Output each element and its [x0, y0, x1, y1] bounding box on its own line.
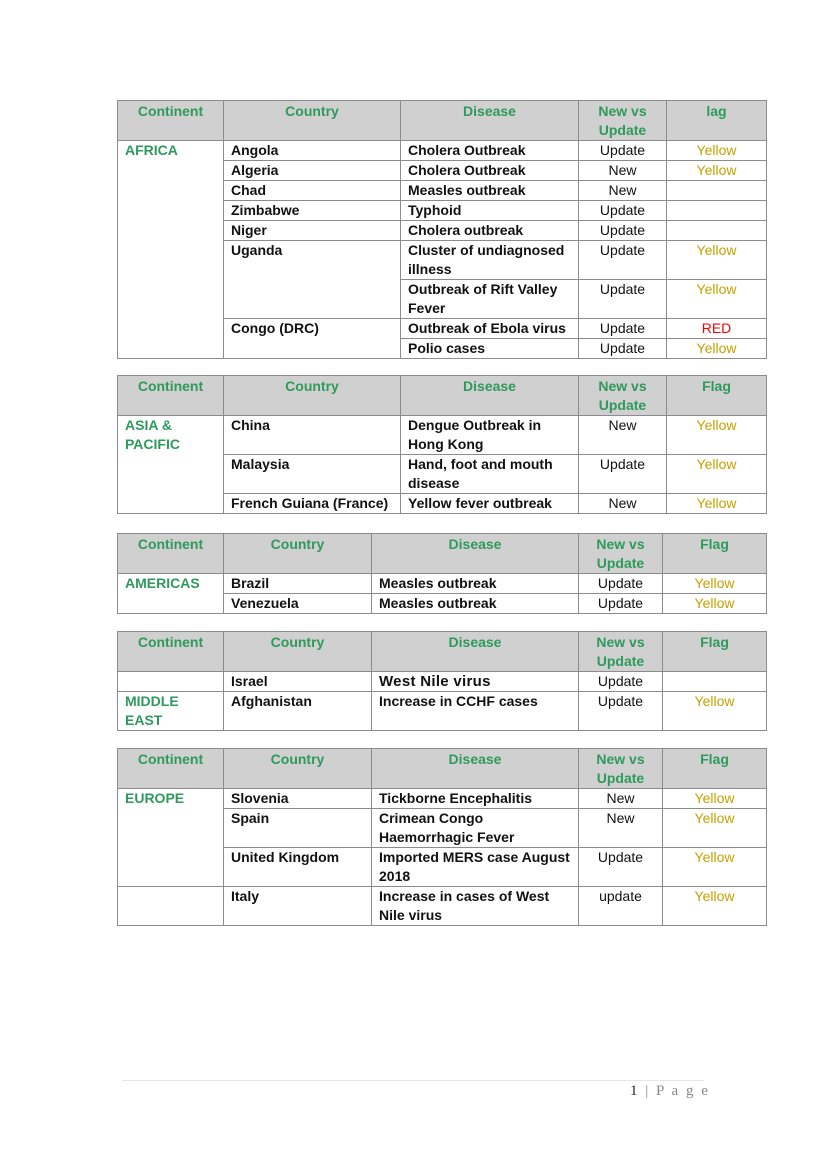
country-cell: Malaysia [224, 455, 401, 494]
header-continent: Continent [118, 101, 224, 141]
flag-cell: RED [667, 319, 767, 339]
continent-cell-empty [118, 672, 224, 692]
header-row [118, 534, 767, 574]
flag-cell [667, 201, 767, 221]
flag-cell [663, 672, 767, 692]
flag-cell: Yellow [667, 280, 767, 319]
status-cell: New [579, 416, 667, 455]
status-cell: Update [579, 848, 663, 887]
country-cell: Algeria [224, 161, 401, 181]
status-cell: update [579, 887, 663, 926]
header-disease: Disease [372, 632, 579, 672]
country-cell: Israel [224, 672, 372, 692]
header-country: Country [224, 376, 401, 416]
flag-cell: Yellow [663, 594, 767, 614]
americas-table [117, 533, 767, 614]
country-cell: Afghanistan [224, 692, 372, 731]
europe-table [117, 748, 767, 926]
header-new-vs-update: New vs Update [579, 101, 667, 141]
disease-cell: Cluster of undiagnosed illness [401, 241, 579, 280]
header-country: Country [224, 534, 372, 574]
table-row [118, 141, 767, 161]
country-cell: Brazil [224, 574, 372, 594]
header-continent: Continent [118, 632, 224, 672]
table-row [118, 574, 767, 594]
header-disease: Disease [401, 376, 579, 416]
disease-cell: Imported MERS case August 2018 [372, 848, 579, 887]
header-new-vs-update: New vs Update [579, 632, 663, 672]
header-disease: Disease [401, 101, 579, 141]
status-cell: New [579, 161, 667, 181]
status-cell: Update [579, 339, 667, 359]
disease-cell: Dengue Outbreak in Hong Kong [401, 416, 579, 455]
page-number: 1 [630, 1083, 640, 1099]
status-cell: Update [579, 672, 663, 692]
header-flag: Flag [663, 534, 767, 574]
disease-cell: Hand, foot and mouth disease [401, 455, 579, 494]
flag-cell: Yellow [667, 455, 767, 494]
status-cell: Update [579, 574, 663, 594]
status-cell: Update [579, 221, 667, 241]
header-flag: Flag [667, 376, 767, 416]
status-cell: New [579, 809, 663, 848]
country-cell: Chad [224, 181, 401, 201]
disease-cell: Tickborne Encephalitis [372, 789, 579, 809]
flag-cell: Yellow [663, 887, 767, 926]
status-cell: Update [579, 455, 667, 494]
country-cell: Slovenia [224, 789, 372, 809]
country-cell: French Guiana (France) [224, 494, 401, 514]
status-cell: Update [579, 141, 667, 161]
asia-pacific-table [117, 375, 767, 514]
disease-cell: Outbreak of Rift Valley Fever [401, 280, 579, 319]
disease-cell: Cholera Outbreak [401, 161, 579, 181]
country-cell: Zimbabwe [224, 201, 401, 221]
header-continent: Continent [118, 376, 224, 416]
header-continent: Continent [118, 749, 224, 789]
header-flag: Flag [663, 749, 767, 789]
continent-cell: AMERICAS [118, 574, 224, 614]
continent-cell: AFRICA [118, 141, 224, 359]
country-cell: Spain [224, 809, 372, 848]
header-country: Country [224, 632, 372, 672]
table-row [118, 692, 767, 731]
header-continent: Continent [118, 534, 224, 574]
disease-cell: Measles outbreak [401, 181, 579, 201]
header-flag: lag [667, 101, 767, 141]
country-cell: Niger [224, 221, 401, 241]
flag-cell: Yellow [663, 574, 767, 594]
disease-cell: West Nile virus [372, 672, 579, 692]
continent-cell: MIDDLE EAST [118, 692, 224, 731]
header-disease: Disease [372, 749, 579, 789]
header-row [118, 101, 767, 141]
flag-cell: Yellow [667, 161, 767, 181]
country-cell: United Kingdom [224, 848, 372, 887]
disease-cell: Cholera outbreak [401, 221, 579, 241]
status-cell: New [579, 494, 667, 514]
continent-cell: ASIA & PACIFIC [118, 416, 224, 514]
header-country: Country [224, 101, 401, 141]
middle-east-table [117, 631, 767, 731]
header-flag: Flag [663, 632, 767, 672]
country-cell: Venezuela [224, 594, 372, 614]
status-cell: New [579, 181, 667, 201]
table-row [118, 416, 767, 455]
header-row [118, 632, 767, 672]
header-country: Country [224, 749, 372, 789]
status-cell: New [579, 789, 663, 809]
status-cell: Update [579, 692, 663, 731]
disease-cell: Increase in cases of West Nile virus [372, 887, 579, 926]
disease-cell: Outbreak of Ebola virus [401, 319, 579, 339]
country-cell: Italy [224, 887, 372, 926]
continent-cell: EUROPE [118, 789, 224, 887]
header-new-vs-update: New vs Update [579, 749, 663, 789]
page-footer [630, 1083, 710, 1100]
status-cell: Update [579, 319, 667, 339]
africa-table [117, 100, 767, 359]
table-row [118, 789, 767, 809]
status-cell: Update [579, 280, 667, 319]
flag-cell: Yellow [663, 809, 767, 848]
status-cell: Update [579, 241, 667, 280]
header-disease: Disease [372, 534, 579, 574]
header-new-vs-update: New vs Update [579, 376, 667, 416]
header-row [118, 749, 767, 789]
table-row [118, 887, 767, 926]
flag-cell: Yellow [667, 494, 767, 514]
country-cell: Angola [224, 141, 401, 161]
disease-cell: Increase in CCHF cases [372, 692, 579, 731]
page-separator: | [645, 1083, 651, 1099]
disease-cell: Yellow fever outbreak [401, 494, 579, 514]
country-cell: Congo (DRC) [224, 319, 401, 359]
footer-divider [122, 1080, 704, 1081]
country-cell: Uganda [224, 241, 401, 319]
page-label: P a g e [656, 1083, 710, 1099]
table-row [118, 672, 767, 692]
header-new-vs-update: New vs Update [579, 534, 663, 574]
header-row [118, 376, 767, 416]
continent-cell-empty [118, 887, 224, 926]
disease-cell: Typhoid [401, 201, 579, 221]
disease-cell: Measles outbreak [372, 574, 579, 594]
flag-cell: Yellow [667, 241, 767, 280]
disease-cell: Measles outbreak [372, 594, 579, 614]
flag-cell: Yellow [663, 789, 767, 809]
flag-cell [667, 221, 767, 241]
status-cell: Update [579, 594, 663, 614]
disease-cell: Cholera Outbreak [401, 141, 579, 161]
disease-cell: Crimean Congo Haemorrhagic Fever [372, 809, 579, 848]
flag-cell: Yellow [667, 141, 767, 161]
flag-cell: Yellow [667, 339, 767, 359]
country-cell: China [224, 416, 401, 455]
status-cell: Update [579, 201, 667, 221]
flag-cell: Yellow [663, 848, 767, 887]
flag-cell: Yellow [663, 692, 767, 731]
disease-cell: Polio cases [401, 339, 579, 359]
flag-cell: Yellow [667, 416, 767, 455]
flag-cell [667, 181, 767, 201]
